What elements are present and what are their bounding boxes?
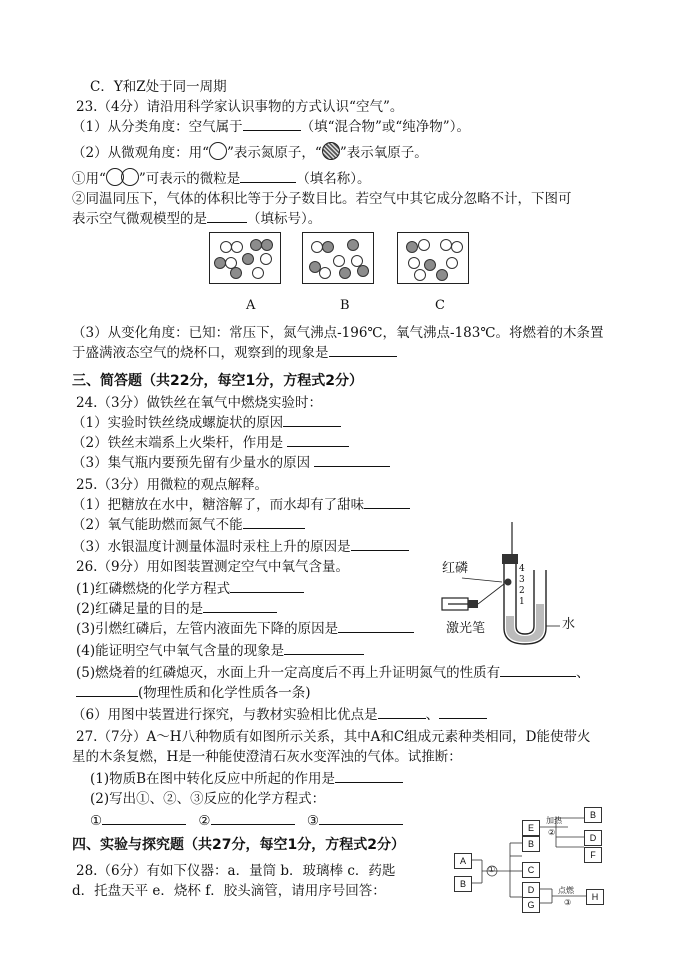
nitrogen-atom-icon	[209, 142, 227, 160]
q26-3: (3)引燃红磷后，左管内液面先下降的原因是	[76, 620, 414, 638]
model-label-a: A	[246, 298, 256, 313]
reaction-1-label: ①	[488, 865, 496, 874]
box-d: D	[584, 830, 602, 846]
model-label-c: C	[435, 298, 445, 313]
q27-title: 27.（7分）A～H八种物质有如图所示关系，其中A和C组成元素种类相同，D能使带火	[76, 729, 591, 745]
q27-1: (1)物质B在图中转化反应中所起的作用是	[90, 770, 403, 788]
option-c: C．Y和Z处于同一周期	[90, 79, 227, 95]
box-h: H	[586, 889, 604, 905]
model-label-b: B	[340, 298, 350, 313]
q26-6: （6）用图中装置进行探究，与教材实验相比优点是 、	[72, 706, 487, 724]
oxygen-apparatus-figure	[440, 520, 590, 650]
box-d-mid: D	[522, 882, 540, 898]
air-model-a	[209, 232, 281, 284]
q23-2-2: ②同温同压下，气体的体积比等于分子数目比。若空气中其它成分忽略不计，下图可	[72, 191, 572, 207]
water-label: 水	[562, 617, 576, 632]
q24-3: （3）集气瓶内要预先留有少量水的原因	[72, 454, 390, 472]
reaction-3-label: ③	[564, 898, 572, 907]
tube-scale-1: 1	[519, 597, 525, 607]
substance-flow-diagram	[452, 803, 612, 913]
box-c: C	[522, 862, 540, 878]
q26-4: (4)能证明空气中氧气含量的现象是	[76, 642, 364, 660]
q24-1: （1）实验时铁丝绕成螺旋状的原因	[72, 414, 341, 432]
q26-2: (2)红磷足量的目的是	[76, 600, 277, 618]
air-model-b	[302, 232, 374, 284]
q23-3b: 于盛满液态空气的烧杯口，观察到的现象是	[72, 344, 397, 362]
q26-5: (5)燃烧着的红磷熄灭，水面上升一定高度后不再上升证明氮气的性质有 、	[76, 665, 590, 681]
q26-title: 26.（9分）用如图装置测定空气中氧气含量。	[76, 559, 350, 575]
q23-title: 23.（4分）请沿用科学家认识事物的方式认识“空气”。	[76, 99, 404, 115]
q28-title: 28.（6分）有如下仪器：a．量筒 b．玻璃棒 c．药匙	[76, 863, 396, 879]
q23-2: （2）从微观角度：用“ ”表示氮原子，“ ”表示氧原子。	[72, 142, 428, 162]
q27-desc: 星的木条复燃，H是一种能使澄清石灰水变浑浊的气体。试推断：	[72, 749, 462, 765]
nitrogen-molecule-icon	[106, 168, 139, 191]
box-b-right: B	[522, 836, 540, 852]
red-phosphorus-label: 红磷	[442, 561, 469, 576]
q25-title: 25.（3分）用微粒的观点解释。	[76, 477, 269, 493]
q25-3: （3）水银温度计测量体温时汞柱上升的原因是	[72, 538, 409, 556]
reaction-2-label: ②	[548, 828, 556, 837]
section-3-heading: 三、简答题（共22分，每空1分，方程式2分）	[72, 373, 363, 389]
laser-pen-label: 激光笔	[446, 621, 486, 636]
tube-scale-2: 2	[519, 586, 525, 596]
q23-1: （1）从分类角度：空气属于 （填“混合物”或“纯净物”）。	[72, 119, 470, 135]
q23-3: （3）从变化角度：已知：常压下，氮气沸点-196℃，氧气沸点-183℃。将燃着的木条置	[72, 325, 604, 341]
tube-scale-4: 4	[519, 564, 525, 574]
tube-scale-3: 3	[519, 575, 525, 585]
q26-5b: (物理性质和化学性质各一条)	[76, 684, 311, 702]
section-4-heading: 四、实验与探究题（共27分，每空1分，方程式2分）	[72, 837, 405, 853]
q25-1: （1）把糖放在水中，糖溶解了，而水却有了甜味	[72, 496, 410, 514]
q28-desc: d．托盘天平 e．烧杯 f．胶头滴管，请用序号回答：	[72, 883, 386, 899]
box-e: E	[522, 820, 540, 836]
q23-2-2b: 表示空气微观模型的是 （填标号）。	[72, 211, 322, 227]
air-model-c	[397, 232, 469, 284]
box-f: F	[584, 847, 602, 863]
oxygen-atom-icon	[322, 142, 340, 160]
box-g: G	[522, 897, 540, 913]
q25-2: （2）氧气能助燃而氮气不能	[72, 516, 305, 534]
q24-title: 24.（3分）做铁丝在氧气中燃烧实验时：	[76, 395, 323, 411]
q24-2: （2）铁丝末端系上火柴杆，作用是	[72, 434, 349, 452]
q23-2-1: ①用“ ”可表示的微粒是 （填名称）。	[72, 168, 371, 191]
box-b-top: B	[584, 807, 602, 823]
box-b: B	[454, 876, 472, 892]
q27-2-eqs: ① ② ③	[90, 812, 403, 830]
q26-1: (1)红磷燃烧的化学方程式	[76, 580, 304, 598]
ignite-label: 点燃	[558, 886, 574, 895]
q27-2: (2)写出①、②、③反应的化学方程式：	[90, 791, 326, 807]
box-a: A	[454, 853, 472, 869]
heat-label: 加热	[546, 816, 562, 825]
